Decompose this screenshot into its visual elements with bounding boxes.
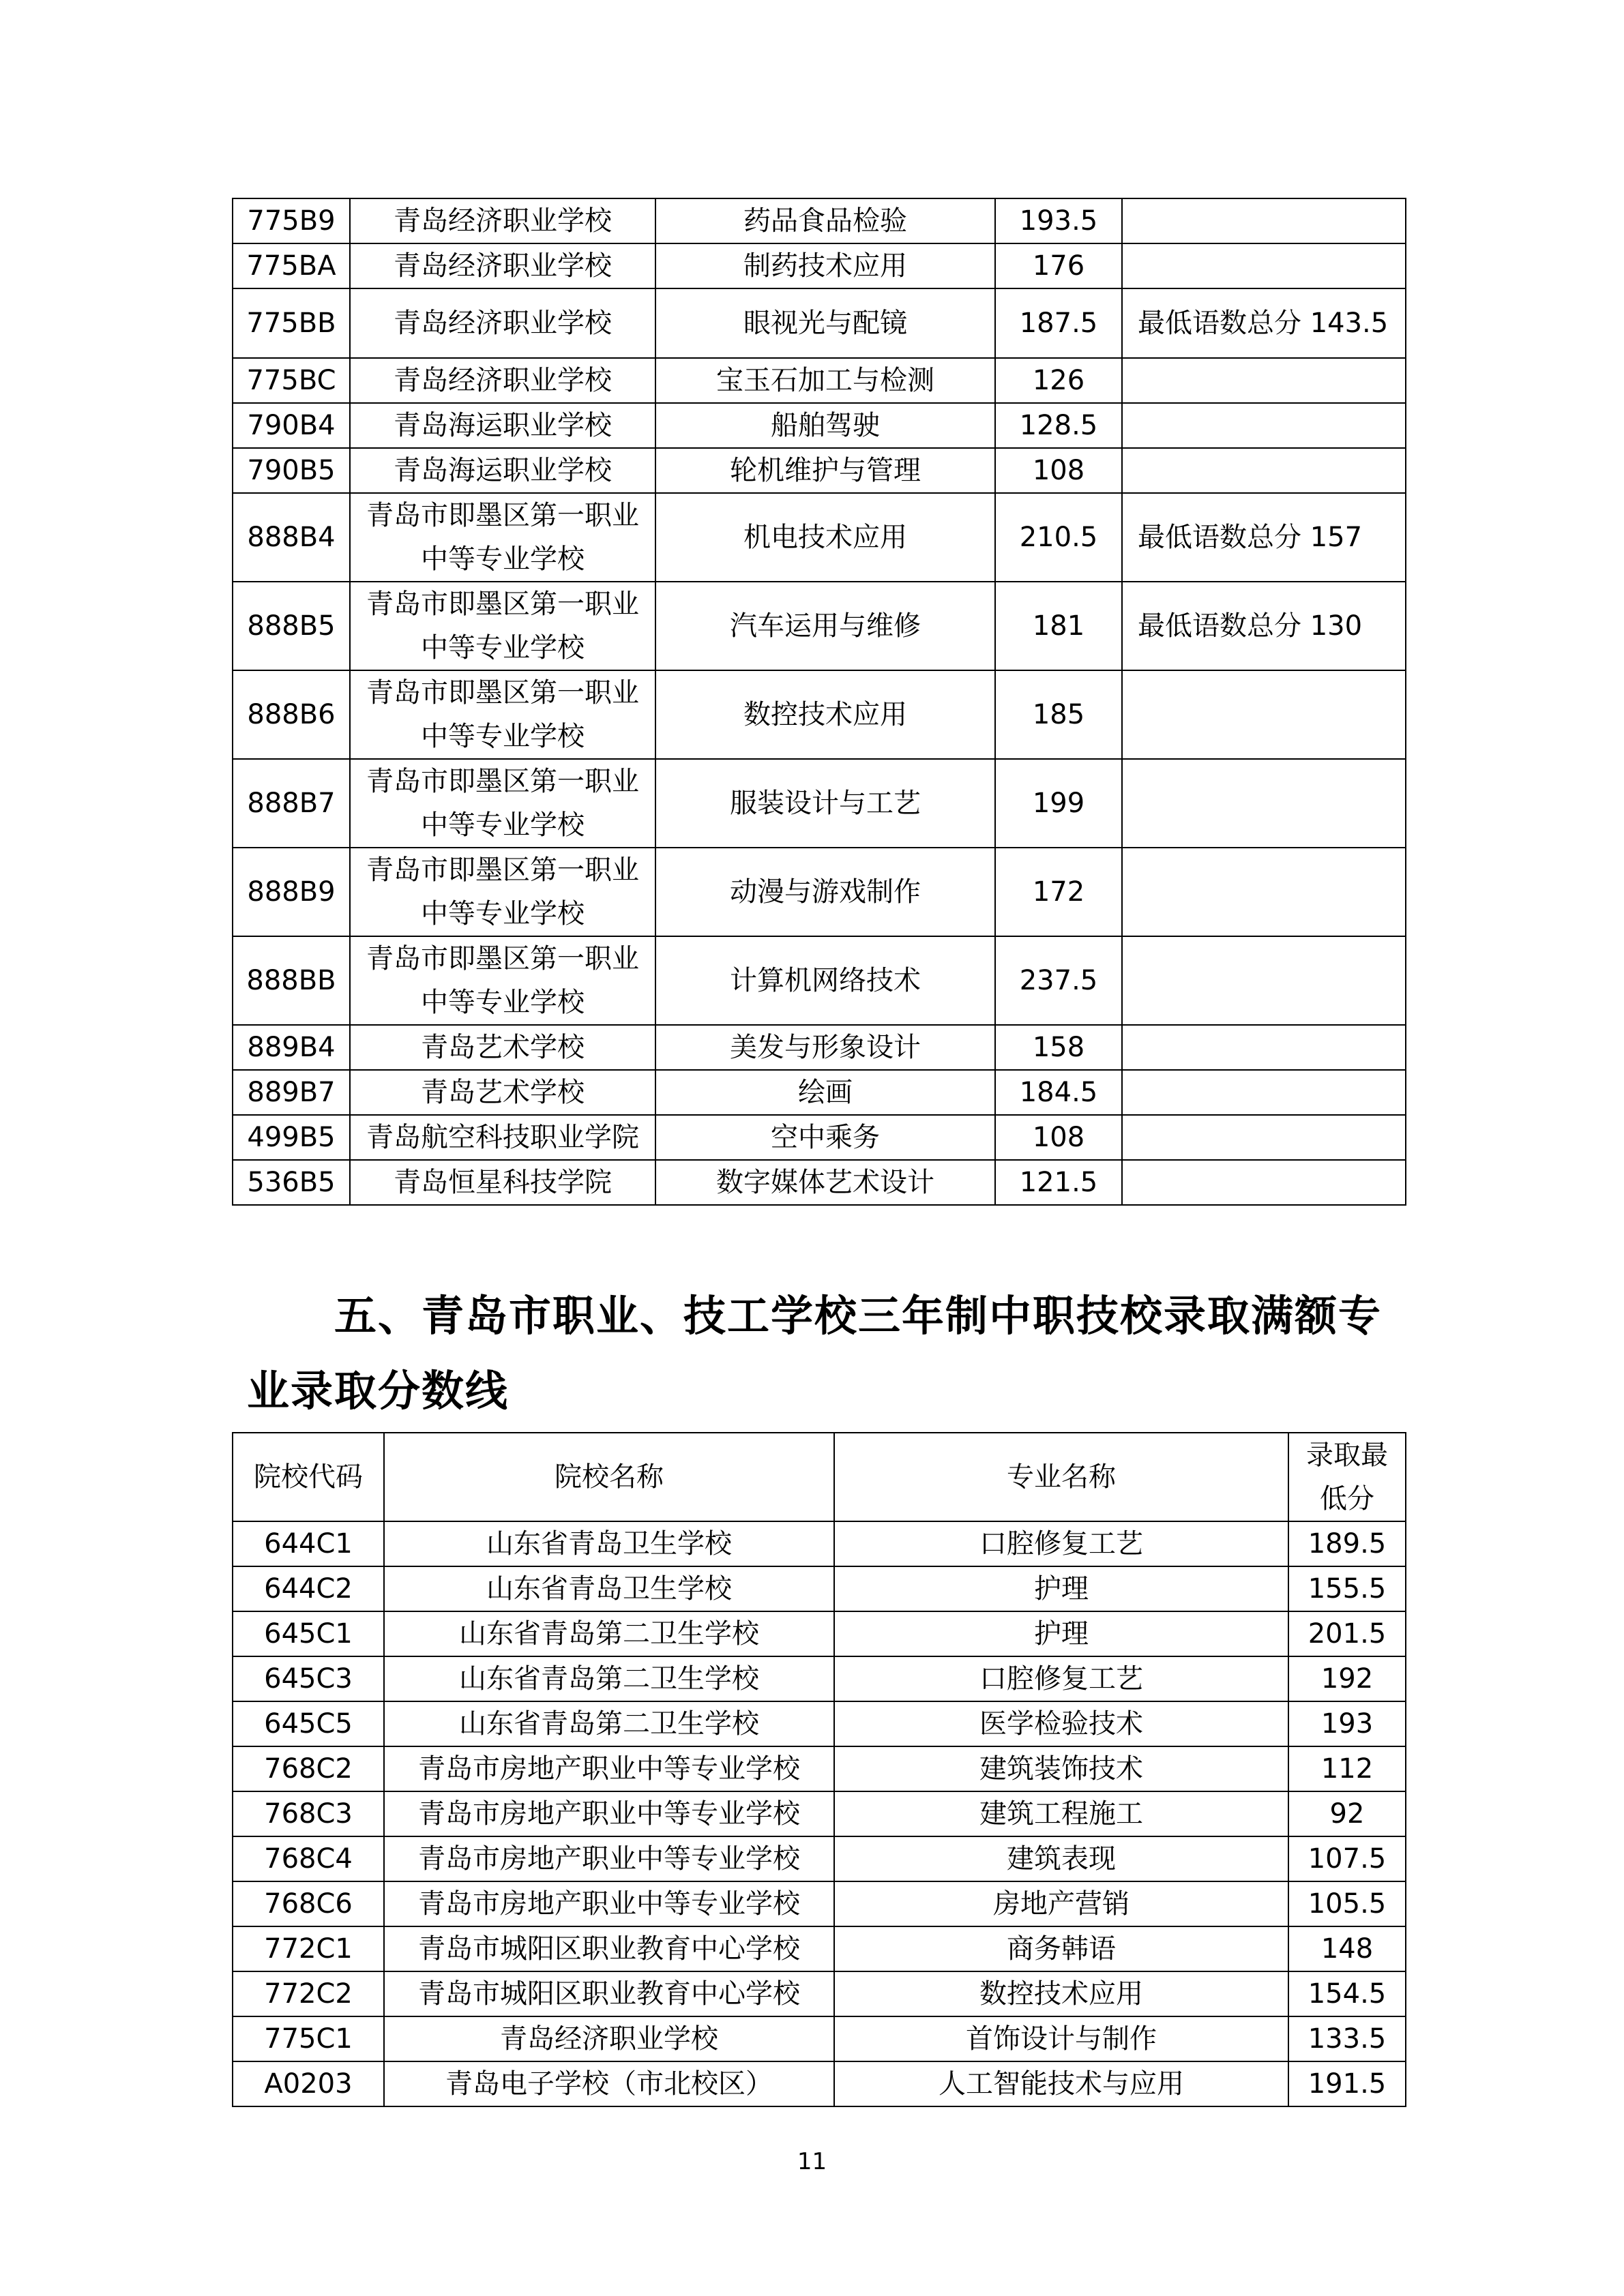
table-row: 768C3 青岛市房地产职业中等专业学校 建筑工程施工 92 [233,1791,1406,1836]
section-title-continued: 业录取分数线 [247,1366,510,1416]
table-row: 645C3 山东省青岛第二卫生学校 口腔修复工艺 192 [233,1656,1406,1701]
table-row: 775B9 青岛经济职业学校 药品食品检验 193.5 [233,198,1406,243]
table-header-row: 院校代码 院校名称 专业名称 录取最 低分 [233,1433,1406,1521]
table-row: 772C1 青岛市城阳区职业教育中心学校 商务韩语 148 [233,1926,1406,1971]
section-title: 五、青岛市职业、技工学校三年制中职技校录取满额专 [334,1291,1383,1341]
table-row: 536B5 青岛恒星科技学院 数字媒体艺术设计 121.5 [233,1160,1406,1205]
admission-table-continued [232,198,1406,1206]
table-row: 888BB 青岛市即墨区第一职业 中等专业学校 计算机网络技术 237.5 [233,936,1406,1025]
table-row: 888B9 青岛市即墨区第一职业 中等专业学校 动漫与游戏制作 172 [233,848,1406,936]
table-row: 889B4 青岛艺术学校 美发与形象设计 158 [233,1025,1406,1070]
table-row: 645C1 山东省青岛第二卫生学校 护理 201.5 [233,1611,1406,1656]
table-row: 644C1 山东省青岛卫生学校 口腔修复工艺 189.5 [233,1521,1406,1566]
table-row: 775BC 青岛经济职业学校 宝玉石加工与检测 126 [233,358,1406,403]
table-row: 888B7 青岛市即墨区第一职业 中等专业学校 服装设计与工艺 199 [233,759,1406,848]
table-row: 768C4 青岛市房地产职业中等专业学校 建筑表现 107.5 [233,1836,1406,1881]
table-row: A0203 青岛电子学校（市北校区） 人工智能技术与应用 191.5 [233,2061,1406,2106]
table-row: 889B7 青岛艺术学校 绘画 184.5 [233,1070,1406,1115]
table-row: 644C2 山东省青岛卫生学校 护理 155.5 [233,1566,1406,1611]
table-row: 790B5 青岛海运职业学校 轮机维护与管理 108 [233,448,1406,493]
table-row: 888B6 青岛市即墨区第一职业 中等专业学校 数控技术应用 185 [233,670,1406,759]
table-row: 768C2 青岛市房地产职业中等专业学校 建筑装饰技术 112 [233,1746,1406,1791]
full-quota-admission-table [232,1432,1406,2107]
table-row: 768C6 青岛市房地产职业中等专业学校 房地产营销 105.5 [233,1881,1406,1926]
table-row: 772C2 青岛市城阳区职业教育中心学校 数控技术应用 154.5 [233,1971,1406,2016]
table-row: 645C5 山东省青岛第二卫生学校 医学检验技术 193 [233,1701,1406,1746]
table-row: 790B4 青岛海运职业学校 船舶驾驶 128.5 [233,403,1406,448]
table-row: 888B4 青岛市即墨区第一职业 中等专业学校 机电技术应用 210.5 最低语数总分 157 [233,493,1406,582]
table-row: 499B5 青岛航空科技职业学院 空中乘务 108 [233,1115,1406,1160]
table-row: 775BB 青岛经济职业学校 眼视光与配镜 187.5 最低语数总分 143.5 [233,288,1406,358]
table-row: 888B5 青岛市即墨区第一职业 中等专业学校 汽车运用与维修 181 最低语数总分 130 [233,582,1406,670]
page-number: 11 [797,2148,827,2175]
table-row: 775C1 青岛经济职业学校 首饰设计与制作 133.5 [233,2016,1406,2061]
table-row: 775BA 青岛经济职业学校 制药技术应用 176 [233,243,1406,288]
